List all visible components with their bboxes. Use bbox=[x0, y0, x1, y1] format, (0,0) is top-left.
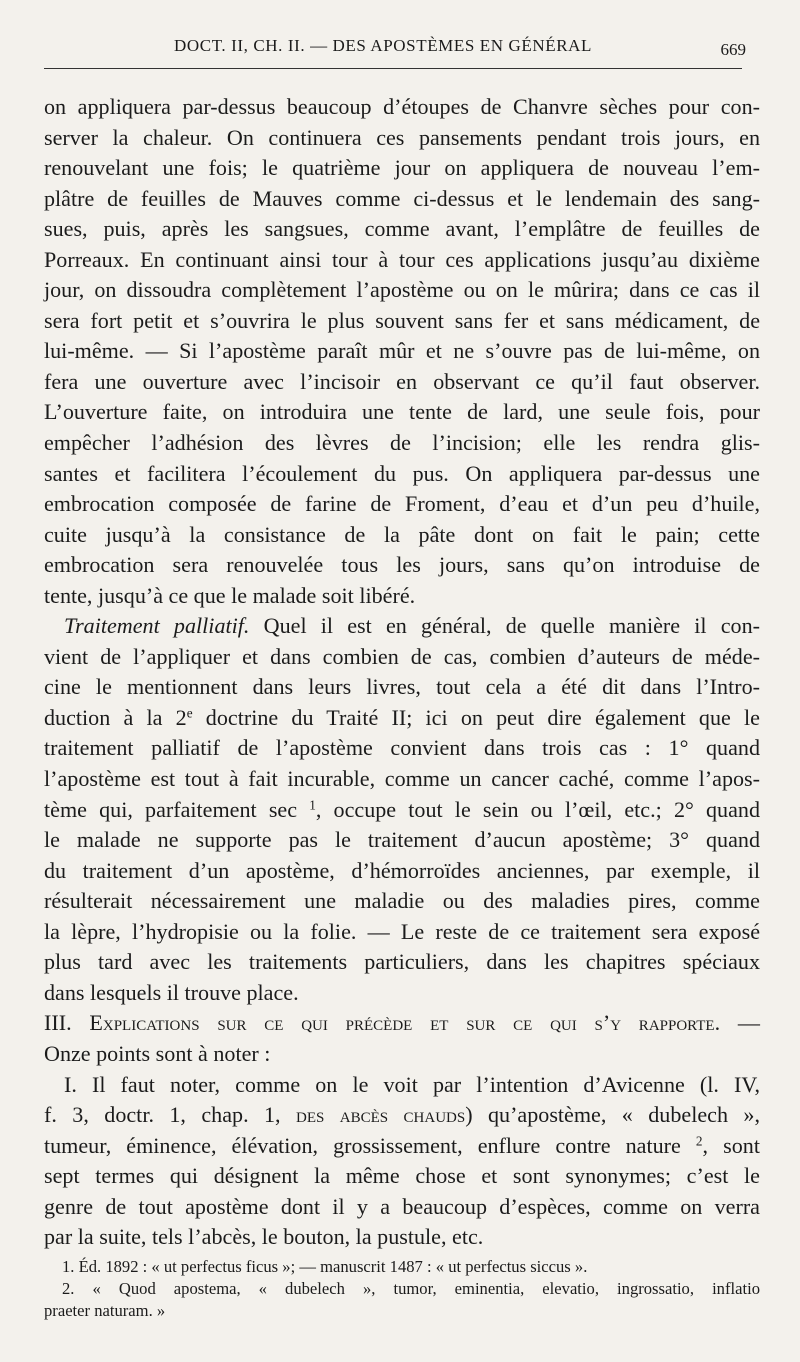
text-fragment: duction à la 2 bbox=[44, 704, 187, 730]
text-line: jour, on dissoudra complètement l’apostème ou on le mûrira; dans ce cas il bbox=[44, 277, 760, 303]
text-line: plâtre de feuilles de Mauves comme ci-dessus et le lendemain des sang- bbox=[44, 185, 760, 211]
section-heading-line bbox=[44, 1008, 760, 1039]
text-line: sera fort petit et s’ouvrira le plus souvent sans fer et sans médicament, de bbox=[44, 307, 760, 333]
text-line: I. Il faut noter, comme on le voit par l’intention d’Avicenne (l. IV, bbox=[64, 1071, 760, 1097]
text-line: server la chaleur. On continuera ces pansements pendant trois jours, en bbox=[44, 124, 760, 150]
text-line: la lèpre, l’hydropisie ou la folie. — Le reste de ce traitement sera exposé bbox=[44, 918, 760, 944]
section-heading: Explications sur ce qui précède et sur ce qui s’y rapporte. bbox=[89, 1010, 721, 1036]
text-line: cine le mentionnent dans leurs livres, tout cela a été dit dans l’Intro- bbox=[44, 674, 760, 700]
text-line: plus tard avec les traitements particuliers, dans les chapitres spéciaux bbox=[44, 949, 760, 975]
text-line: du traitement d’un apostème, d’hémorroïdes anciennes, par exemple, il bbox=[44, 857, 760, 883]
palliative-heading: Traitement palliatif. bbox=[64, 613, 250, 639]
text-line: empêcher l’adhésion des lèvres de l’incision; elle les rendra glis- bbox=[44, 430, 760, 456]
text-line: genre de tout apostème dont il y a beaucoup d’espèces, comme on verra bbox=[44, 1193, 760, 1219]
running-title: DOCT. II, CH. II. — DES APOSTÈMES EN GÉNÉRAL bbox=[174, 36, 593, 55]
text-line: traitement palliatif de l’apostème convient dans trois cas : 1° quand bbox=[44, 735, 760, 761]
text-fragment: doctrine du Traité II; ici on peut dire également que le bbox=[192, 704, 760, 730]
footnote-ref-1: 1 bbox=[309, 797, 316, 813]
text-line: le malade ne supporte pas le traitement d’aucun apostème; 3° quand bbox=[44, 827, 760, 853]
page-number: 669 bbox=[720, 40, 746, 59]
section-dash: — bbox=[737, 1010, 760, 1036]
text-line: Porreaux. En continuant ainsi tour à tour ces applications jusqu’au dixième bbox=[44, 246, 760, 272]
text-line: sues, puis, après les sangsues, comme avant, l’emplâtre de feuilles de bbox=[44, 216, 760, 242]
text-fragment: ) qu’apostème, « dubelech », bbox=[465, 1102, 760, 1128]
footnotes bbox=[44, 1256, 760, 1322]
text-line: Onze points sont à noter : bbox=[44, 1040, 271, 1066]
palliative-first-text: Quel il est en général, de quelle manière il con- bbox=[263, 613, 761, 639]
text-line bbox=[44, 703, 760, 734]
text-fragment: , occupe tout le sein ou l’œil, etc.; 2° quand bbox=[315, 796, 760, 822]
footnote-2: 2. « Quod apostema, « dubelech », tumor, eminentia, elevatio, ingrossatio, inflatio bbox=[62, 1279, 760, 1298]
text-fragment: , sont bbox=[702, 1132, 760, 1158]
text-line: embrocation composée de farine de Froment, d’eau et d’un peu d’huile, bbox=[44, 491, 760, 517]
text-line: l’apostème est tout à fait incurable, comme un cancer caché, comme l’apos- bbox=[44, 766, 760, 792]
section-numeral: III. bbox=[44, 1010, 72, 1036]
text-line: fera une ouverture avec l’incisoir en observant ce qu’il faut observer. bbox=[44, 368, 760, 394]
text-line: sept termes qui désignent la même chose et sont synonymes; c’est le bbox=[44, 1163, 760, 1189]
footnote-ref-2: 2 bbox=[695, 1133, 703, 1149]
text-line: lui-même. — Si l’apostème paraît mûr et ne s’ouvre pas de lui-même, on bbox=[44, 338, 760, 364]
page-header bbox=[44, 30, 746, 69]
superscript: e bbox=[186, 705, 193, 721]
text-line: renouvelant une fois; le quatrième jour on appliquera de nouveau l’em- bbox=[44, 155, 760, 181]
text-line bbox=[44, 795, 760, 826]
text-line: on appliquera par-dessus beaucoup d’étoupes de Chanvre sèches pour con- bbox=[44, 94, 760, 119]
text-fragment: tème qui, parfaitement sec bbox=[44, 796, 298, 822]
text-line: embrocation sera renouvelée tous les jours, sans qu’on introduise de bbox=[44, 552, 760, 578]
text-line bbox=[44, 1100, 760, 1131]
main-text bbox=[44, 92, 760, 1253]
footnote-1: 1. Éd. 1892 : « ut perfectus ficus »; — manuscrit 1487 : « ut perfectus siccus ». bbox=[62, 1257, 588, 1276]
text-line: tente, jusqu’à ce que le malade soit libéré. bbox=[44, 582, 416, 608]
text-line: dans lesquels il trouve place. bbox=[44, 979, 299, 1005]
text-fragment: f. 3, doctr. 1, chap. 1, bbox=[44, 1102, 281, 1128]
text-line: L’ouverture faite, on introduira une tente de lard, une seule fois, pour bbox=[44, 399, 760, 425]
text-line: résulterait nécessairement une maladie ou des maladies pires, comme bbox=[44, 888, 760, 914]
chapter-title-smallcaps: des abcès chauds bbox=[296, 1102, 466, 1128]
text-line: par la suite, tels l’abcès, le bouton, la pustule, etc. bbox=[44, 1224, 484, 1250]
text-fragment: tumeur, éminence, élévation, grossissement, enflure contre nature bbox=[44, 1132, 681, 1158]
text-line: cuite jusqu’à la consistance de la pâte dont on fait le pain; cette bbox=[44, 521, 760, 547]
palliative-first-line bbox=[44, 611, 760, 642]
text-line bbox=[44, 1131, 760, 1162]
text-line: santes et facilitera l’écoulement du pus. On appliquera par-dessus une bbox=[44, 460, 760, 486]
text-line: vient de l’appliquer et dans combien de cas, combien d’auteurs de méde- bbox=[44, 643, 760, 669]
footnote-2-continued: praeter naturam. » bbox=[44, 1301, 166, 1320]
